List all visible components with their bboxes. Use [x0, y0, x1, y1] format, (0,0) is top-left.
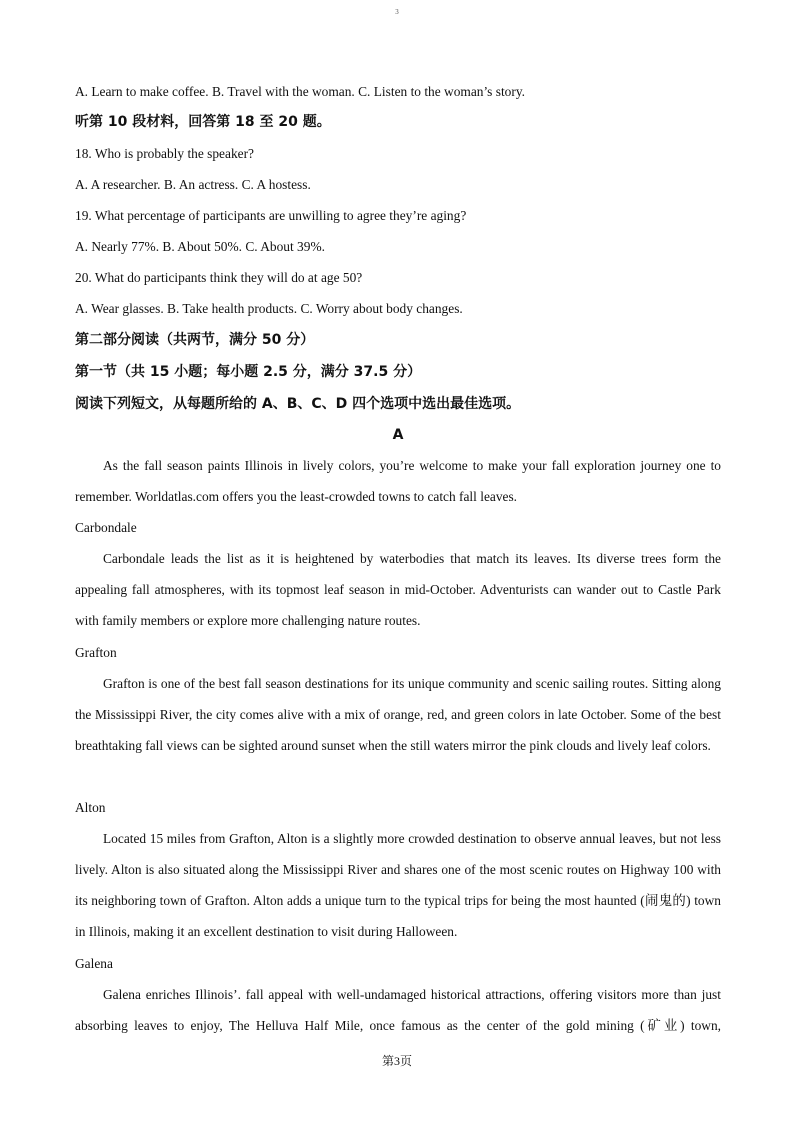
page-number: 第3页	[381, 1054, 412, 1068]
alton-heading: Alton	[75, 800, 106, 815]
question-18-options: A. A researcher. B. An actress. C. A hostess.	[75, 177, 311, 192]
section-1-heading: 第一节（共 15 小题；每小题 2.5 分，满分 37.5 分）	[75, 364, 422, 380]
question-19-options: A. Nearly 77%. B. About 50%. C. About 39%.	[75, 239, 325, 254]
passage-letter: A	[392, 427, 404, 443]
question-19: 19. What percentage of participants are unwilling to agree they’re aging?	[75, 208, 467, 223]
reading-instruction: 阅读下列短文，从每题所给的 A、B、C、D 四个选项中选出最佳选项。	[75, 396, 521, 412]
question-20: 20. What do participants think they will do at age 50?	[75, 270, 363, 285]
question-20-options: A. Wear glasses. B. Take health products. C. Worry about body changes.	[75, 301, 463, 316]
question-18: 18. Who is probably the speaker?	[75, 146, 254, 161]
section-10-heading: 听第 10 段材料，回答第 18 至 20 题。	[75, 114, 331, 130]
alton-paragraph: Located 15 miles from Grafton, Alton is a slightly more crowded destination to observe annual leaves, but not less lively. Alton is also situated along the Mississippi River and shares one of the most scenic routes on Highway 100 with its neighboring town of Grafton. Alton adds a unique turn to the typical trips for being the most haunted (闹鬼的) town in Illinois, making it an excellent destination to visit during Halloween.	[75, 831, 721, 940]
part-2-heading: 第二部分阅读（共两节，满分 50 分）	[75, 332, 315, 348]
q17-options: A. Learn to make coffee. B. Travel with the woman. C. Listen to the woman’s story.	[75, 84, 525, 99]
galena-heading: Galena	[75, 956, 113, 971]
grafton-paragraph: Grafton is one of the best fall season destinations for its unique community and scenic sailing routes. Sitting along the Mississippi River, the city comes alive with a mix of orange, red, and green colors in late October. Some of the best breathtaking fall views can be sighted around sunset when the still waters mirror the pink clouds and lively leaf colors.	[75, 676, 721, 754]
page-top-mark: 3	[395, 8, 399, 16]
passage-intro: As the fall season paints Illinois in lively colors, you’re welcome to make your fall exploration journey one to remember. Worldatlas.com offers you the least-crowded towns to catch fall leaves.	[75, 458, 721, 505]
galena-paragraph: Galena enriches Illinois’. fall appeal with well-undamaged historical attractions, offering visitors more than just absorbing leaves to enjoy, The Helluva Half Mile, once famous as the center of the gold mining (矿业) town,	[75, 987, 721, 1034]
grafton-heading: Grafton	[75, 645, 117, 660]
carbondale-paragraph: Carbondale leads the list as it is heightened by waterbodies that match its leaves. Its diverse trees form the appealing fall atmospheres, with its topmost leaf season in mid-October. Adventurists can wander out to Castle Park with family members or explore more challenging nature routes.	[75, 551, 721, 629]
carbondale-heading: Carbondale	[75, 520, 137, 535]
